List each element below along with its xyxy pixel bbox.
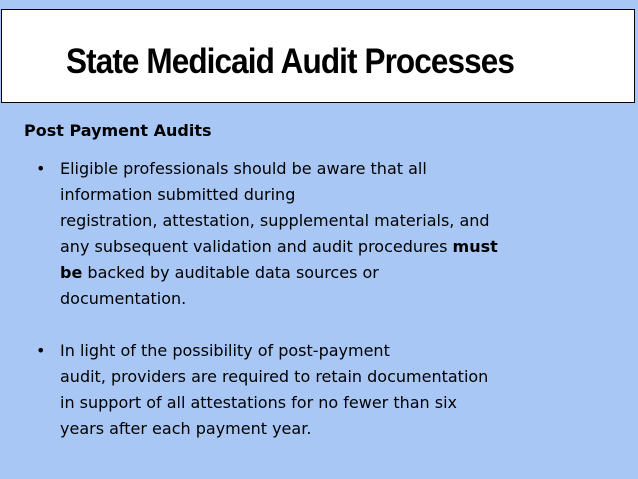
bullet-2-line-4: years after each payment year. bbox=[60, 419, 312, 438]
bullet-marker: • bbox=[36, 159, 46, 178]
section-heading: Post Payment Audits bbox=[24, 121, 212, 140]
bullet-1-line-5 bbox=[60, 260, 596, 286]
emphasis-must: must bbox=[452, 237, 498, 256]
bullet-marker: • bbox=[36, 341, 46, 360]
bullet-1-line-6: documentation. bbox=[60, 289, 187, 308]
bullet-2-line-2: audit, providers are required to retain documentation bbox=[60, 367, 489, 386]
bullet-2-line-3: in support of all attestations for no fewer than six bbox=[60, 393, 458, 412]
title-box bbox=[1, 9, 635, 103]
bullet-1-line-5-text: backed by auditable data sources or bbox=[87, 263, 379, 282]
bullet-1-line-3: registration, attestation, supplemental materials, and bbox=[60, 211, 490, 230]
emphasis-be: be bbox=[60, 263, 83, 282]
bullet-list bbox=[36, 156, 596, 442]
bullet-2-line-1: In light of the possibility of post-payment bbox=[60, 341, 390, 360]
bullet-1-line-1: Eligible professionals should be aware that all bbox=[60, 159, 427, 178]
bullet-1-line-4 bbox=[60, 234, 596, 260]
bullet-item-1 bbox=[36, 156, 596, 312]
bullet-1-line-2: information submitted during bbox=[60, 185, 296, 204]
bullet-1-line-4-text: any subsequent validation and audit procedures bbox=[60, 237, 453, 256]
bullet-item-2 bbox=[36, 338, 596, 442]
page-title: State Medicaid Audit Processes bbox=[66, 42, 515, 81]
